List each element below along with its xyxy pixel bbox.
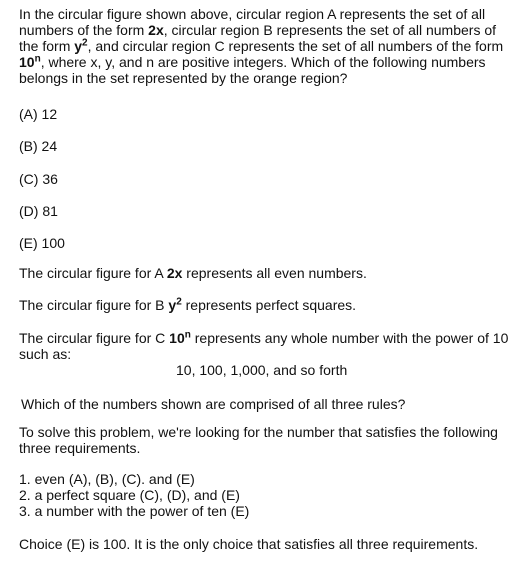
- question-part: , and circular region C represents the set of all numbers of the form: [87, 38, 504, 54]
- question-part: , where x, y, and n are positive integers. Which of the following numbers belongs in the set represented by the orange region?: [19, 54, 486, 86]
- question-part: , circular region B represents the set of all numbers of the form: [19, 22, 497, 54]
- text: The circular figure for A: [19, 265, 167, 281]
- form-c-exponent: n: [34, 53, 41, 65]
- explanation-c: [19, 330, 515, 362]
- choice-e: (E) 100: [19, 235, 65, 251]
- text: represents all even numbers.: [182, 265, 367, 281]
- form-c: 10: [19, 54, 35, 70]
- rules-question: Which of the numbers shown are comprised of all three rules?: [21, 396, 406, 412]
- exponent: 2: [176, 296, 182, 308]
- examples: 10, 100, 1,000, and so forth: [176, 362, 348, 378]
- solve-text: To solve this problem, we're looking for the number that satisfies the following three requirements.: [19, 424, 498, 456]
- choice-a: (A) 12: [19, 106, 58, 122]
- text: represents perfect squares.: [181, 297, 357, 313]
- text: represents any whole number with the power of 10 such as:: [19, 330, 509, 362]
- text: The circular figure for B: [19, 297, 169, 313]
- requirement-3: 3. a number with the power of ten (E): [19, 503, 250, 519]
- form-b-exponent: 2: [82, 37, 88, 49]
- choice-b: (B) 24: [19, 138, 58, 154]
- choice-c: (C) 36: [19, 171, 58, 187]
- question-text: [19, 6, 515, 86]
- explanation-a: [19, 265, 515, 281]
- formula: 10: [169, 330, 185, 346]
- choice-d: (D) 81: [19, 203, 58, 219]
- exponent: n: [184, 329, 191, 341]
- text: The circular figure for C: [19, 330, 170, 346]
- formula: 2x: [166, 265, 183, 281]
- form-b: y: [74, 38, 83, 54]
- formula: y: [168, 297, 177, 313]
- requirement-1: 1. even (A), (B), (C). and (E): [19, 471, 195, 487]
- requirement-2: 2. a perfect square (C), (D), and (E): [19, 487, 240, 503]
- form-a: 2x: [148, 22, 164, 38]
- answer-text: Choice (E) is 100. It is the only choice that satisfies all three requirements.: [19, 536, 479, 552]
- question-part: In the circular figure shown above, circular region A represents the set of all numbers of the form: [19, 6, 486, 38]
- explanation-b: [19, 297, 515, 313]
